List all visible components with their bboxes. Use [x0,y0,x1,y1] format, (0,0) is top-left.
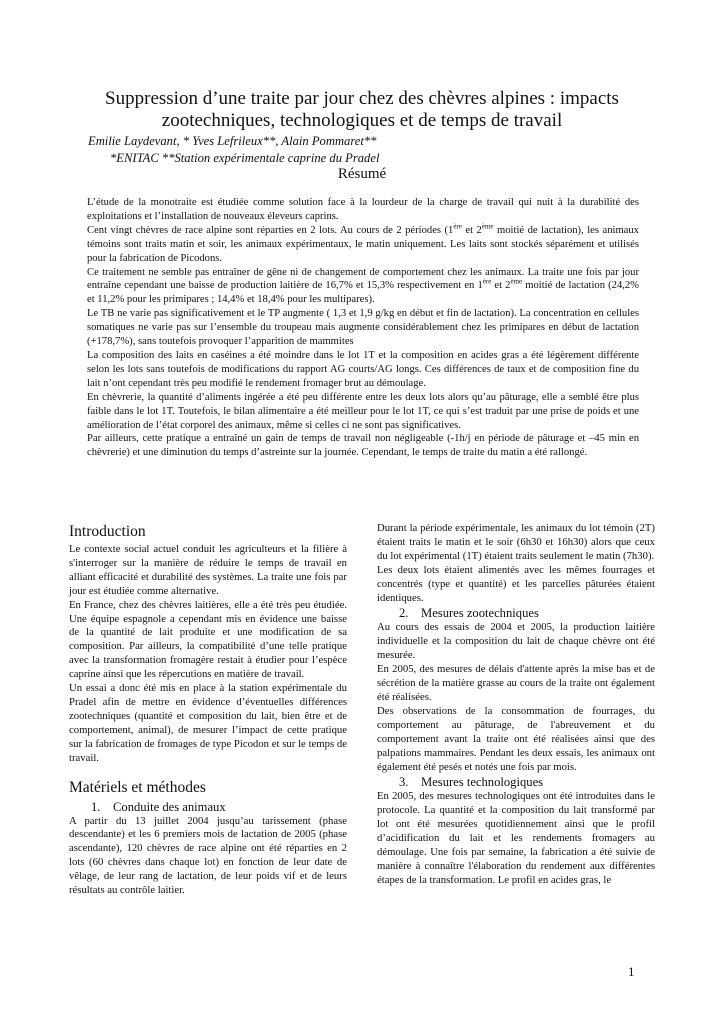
abstract-paragraph: En chèvrerie, la quantité d’aliments ingérée a été peu différente entre les deux lots alors qu’au pâturage, elle a semblé être plus faible dans le lot 1T. Toutefois, le bilan alimentaire a été meilleur pour le lot 1T, ce qui s’est traduit par une prise de poids et une amélioration de l’état corporel des animaux, même si celles ci ne sont pas significatives. [87,391,639,431]
section-number: 3. [399,775,409,790]
text-span: et 2 [491,280,511,292]
intro-paragraph: Un essai a donc été mis en place à la station expérimentale du Pradel afin de mettre en évidence d’éventuelles différences zootechniques (quantité et composition du lait, bien être et de comportement, animal), de mesurer l’impact de cette pratique sur la fabrication de fromages de type Picodon et sur le temps de travail. [69,682,347,764]
superscript: ère [482,277,492,286]
abstract [87,196,639,460]
superscript: ème [510,277,523,286]
text-span: moitié de lactation), les animaux témoins sont traits matin et soir, les animaux expérimentaux, le matin uniquement. Les laits sont stockés séparément et utilisés pour la fabrication de Picodons. [87,224,639,264]
abstract-paragraph [87,266,639,308]
section-title: Mesures zootechniques [421,606,539,621]
methods-heading: Matériels et méthodes [69,778,206,796]
superscript: ème [481,222,494,231]
text-span: et 2 [461,224,482,236]
section-1-heading [69,799,347,815]
methods-paragraph: En 2005, des mesures de délais d'attente après la mise bas et de sécrétion de la matière grasse au cours de la traite ont également été réalisées. [377,663,655,703]
section-number: 2. [399,606,409,621]
section-title: Conduite des animaux [113,799,226,814]
abstract-paragraph [87,224,639,266]
abstract-paragraph: La composition des laits en caséines a été moindre dans le lot 1T et la composition en acides gras a été légèrement différente selon les lots sans toutefois de modifications du rapport AG courts/AG longs. Ces différences de taux et de composition fine du lait n’ont cependant très peu modifié le rendement fromager brut au démoulage. [87,349,639,389]
methods-paragraph: Durant la période expérimentale, les animaux du lot témoin (2T) étaient traits le matin et le soir (6h30 et 16h30) alors que ceux du lot expérimental (1T) étaient traits seulement le matin (7h30). [377,522,655,562]
superscript: ère [453,222,462,231]
abstract-paragraph: Le TB ne varie pas significativement et le TP augmente ( 1,3 et 1,9 g/kg en début et fin de lactation). La concentration en cellules somatiques ne varie pas sur l’ensemble du troupeau mais augmente considérablement chez les primipares en début de lactation (+178,7%), sans toutefois provoquer l’apparition de mammites [87,308,639,348]
methods-paragraph: Les deux lots étaient alimentés avec les mêmes fourrages et concentrés (type et quantité) et les parcelles pâturées étaient identiques. [377,563,655,604]
intro-paragraph: Le contexte social actuel conduit les agriculteurs et la filière à s'interroger sur la manière de réduire le temps de travail en alliant efficacité et durabilité des systèmes. La traite une fois par jour est étudiée comme alternative. [69,543,347,597]
section-3-heading [377,774,655,790]
right-column [377,522,655,888]
abstract-paragraph: Par ailleurs, cette pratique a entraîné un gain de temps de travail non négligeable (-1h/j en période de pâturage et –45 min en chèvrerie) et une diminution du temps d’astreinte sur la journée. Cependant, le temps de traite du matin a été rallongé. [87,433,639,459]
abstract-paragraph: L’étude de la monotraite est étudiée comme solution face à la lourdeur de la charge de travail qui nuit à la durabilité des exploitations et l’installation de nouveaux éleveurs caprins. [87,197,639,222]
intro-paragraph: En France, chez des chèvres laitières, elle a été très peu étudiée. Une équipe espagnole a cependant mis en évidence une baisse de la quantité de lait produite et une modification de sa composition. Par ailleurs, la compatibilité d’une telle pratique avec la transformation fromagère restait à étudier pour l’espèce caprine ainsi que les répercutions en matière de travail. [69,598,347,681]
page-number: 1 [628,964,635,979]
left-column [69,522,347,898]
section-title: Mesures technologiques [421,775,544,790]
text-span: Ce traitement ne semble pas entraîner de gêne ni de changement de comportement chez les animaux. La traite une fois par jour entraîne cependant une baisse de production laitière de 16,7% et 15,3% respectivement en 1 [87,266,639,292]
title-line-2: zootechniques, technologiques et de temps de travail [161,110,563,131]
paper-title [60,88,664,132]
affiliation: *ENITAC **Station expérimentale caprine du Pradel [110,151,380,165]
methods-paragraph: Au cours des essais de 2004 et 2005, la production laitière individuelle et la composition du lait de chaque chèvre ont été mesurée. [377,621,655,662]
resume-heading: Résumé [337,166,387,182]
title-line-1: Suppression d’une traite par jour chez des chèvres alpines : impacts [105,88,619,109]
section-2-heading [377,605,655,621]
text-span: moitié de lactation (24,2% et 11,2% pour les primipares ; 14,4% et 18,4% pour les multipares). [87,280,640,306]
authors: Emilie Laydevant, * Yves Lefrileux**, Alain Pommaret** [88,134,377,148]
introduction-heading: Introduction [69,523,146,540]
methods-paragraph: En 2005, des mesures technologiques ont été introduites dans le protocole. La quantité et la composition du lait transformé par lot ont été mesurées quotidiennement ainsi que le profil d’acidification du lait et les rendements fromagers au démoulage. Une fois par semaine, la fabrication a été suivie de manière à connaître l'élaboration du rendement aux différentes étapes de la transformation. Le profil en acides gras, le [377,790,655,886]
methods-paragraph: Des observations de la consommation de fourrages, du comportement au pâturage, de l'abreuvement et du comportement avant la traite ont été réalisées ainsi que des palpations mammaires. Pendant les deux essais, les animaux ont également été pesés et notés une fois par mois. [377,704,655,773]
section-number: 1. [91,799,101,814]
text-span: Cent vingt chèvres de race alpine sont réparties en 2 lots. Au cours de 2 périodes (1 [87,224,454,236]
methods-paragraph: A partir du 13 juillet 2004 jusqu’au tarissement (phase descendante) et les 6 premiers mois de lactation de 2005 (phase ascendante), 120 chèvres de race alpine ont été réparties en 2 lots (60 chèvres dans chaque lot) en fonction de leur date de vêlage, de leur rang de lactation, de leur poids vif et de leurs résultats au contrôle laitier. [69,814,347,897]
